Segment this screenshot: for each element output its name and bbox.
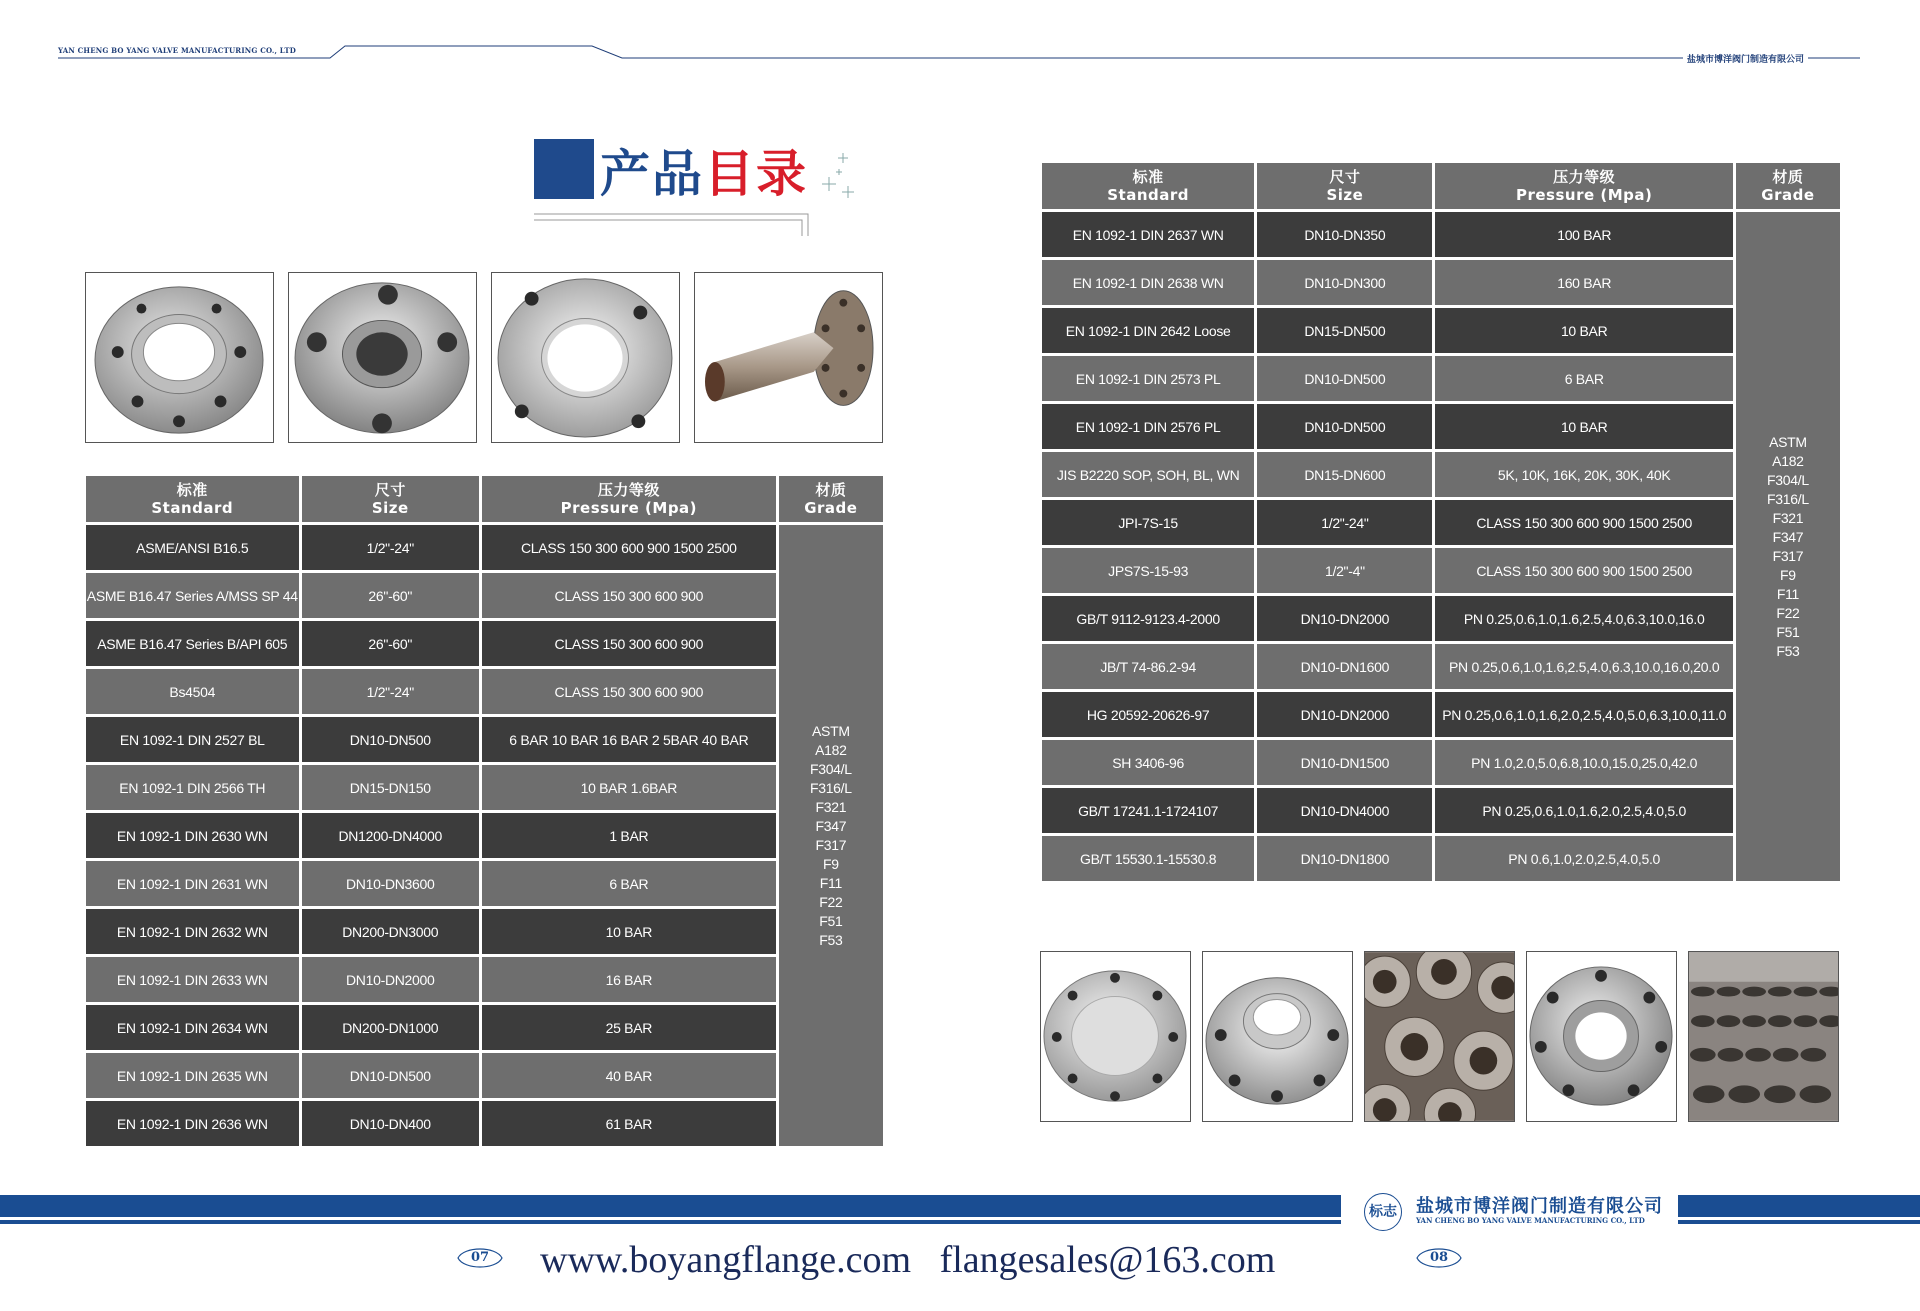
cell-size: DN10-DN500 xyxy=(1257,356,1432,401)
table-row xyxy=(1042,404,1840,449)
header-standard-en: Standard xyxy=(1107,186,1190,204)
cell-size: 1/2"-4" xyxy=(1257,548,1432,593)
cell-size: DN10-DN3600 xyxy=(302,861,479,906)
grade-item: ASTM xyxy=(812,722,850,739)
cell-size: DN10-DN2000 xyxy=(302,957,479,1002)
cell-size: DN1200-DN4000 xyxy=(302,813,479,858)
cell-standard: GB/T 9112-9123.4-2000 xyxy=(1042,596,1254,641)
table-row xyxy=(86,573,883,618)
threaded-flange-photo xyxy=(288,272,477,443)
header-size-cn: 尺寸 xyxy=(1329,168,1361,186)
grade-item: ASTM xyxy=(1769,433,1807,450)
cell-size: DN10-DN1600 xyxy=(1257,644,1432,689)
cell-standard: EN 1092-1 DIN 2631 WN xyxy=(86,861,299,906)
cell-pressure: 10 BAR xyxy=(482,909,776,954)
cell-standard: EN 1092-1 DIN 2638 WN xyxy=(1042,260,1254,305)
grade-item: F304/L xyxy=(809,760,852,777)
table-row xyxy=(86,1101,883,1146)
header-pressure-cn: 压力等级 xyxy=(597,481,660,499)
cell-standard: Bs4504 xyxy=(86,669,299,714)
cell-size: DN200-DN3000 xyxy=(302,909,479,954)
cell-pressure: 61 BAR xyxy=(482,1101,776,1146)
cell-pressure: 6 BAR 10 BAR 16 BAR 2 5BAR 40 BAR xyxy=(482,717,776,762)
grade-item: F321 xyxy=(1772,509,1804,526)
plate-flange-photo xyxy=(491,272,680,443)
page-left-label: 07 xyxy=(470,1250,490,1265)
table-row xyxy=(86,813,883,858)
grade-item: F9 xyxy=(1780,566,1796,583)
flanges-stack-photo xyxy=(1364,951,1515,1122)
cell-standard: EN 1092-1 DIN 2637 WN xyxy=(1042,212,1254,257)
header-grade xyxy=(1736,163,1840,209)
table-row xyxy=(1042,692,1840,737)
cell-pressure: 100 BAR xyxy=(1435,212,1732,257)
header-size-cn: 尺寸 xyxy=(374,481,406,499)
cell-size: 26"-60" xyxy=(302,573,479,618)
cell-standard: JB/T 74-86.2-94 xyxy=(1042,644,1254,689)
left-flange-table xyxy=(83,473,886,1149)
footer-company-en: YAN CHENG BO YANG VALVE MANUFACTURING CO., LTD xyxy=(1416,1216,1645,1225)
table-row xyxy=(1042,836,1840,881)
header-standard-cn: 标准 xyxy=(176,481,208,499)
header-pressure-cn: 压力等级 xyxy=(1553,168,1616,186)
header-standard-cn: 标准 xyxy=(1132,168,1164,186)
grade-item: F22 xyxy=(819,893,843,910)
cell-standard: EN 1092-1 DIN 2632 WN xyxy=(86,909,299,954)
header-grade-cn: 材质 xyxy=(815,481,847,499)
header-standard xyxy=(86,476,299,522)
cell-pressure: CLASS 150 300 600 900 xyxy=(482,621,776,666)
table-row xyxy=(86,525,883,570)
cell-standard: JIS B2220 SOP, SOH, BL, WN xyxy=(1042,452,1254,497)
header-company-cn: 盐城市博洋阀门制造有限公司 xyxy=(1683,52,1808,65)
table-row xyxy=(1042,740,1840,785)
footer-bar-right xyxy=(1678,1195,1920,1217)
header-size-en: Size xyxy=(1326,186,1364,204)
cell-standard: HG 20592-20626-97 xyxy=(1042,692,1254,737)
cell-size: DN15-DN150 xyxy=(302,765,479,810)
table-row xyxy=(86,765,883,810)
cell-pressure: 6 BAR xyxy=(482,861,776,906)
grade-item: F11 xyxy=(819,874,842,891)
footer-bar-right-thin xyxy=(1678,1220,1920,1224)
cell-standard: EN 1092-1 DIN 2576 PL xyxy=(1042,404,1254,449)
grade-item: F347 xyxy=(815,817,847,834)
cell-size: 26"-60" xyxy=(302,621,479,666)
cell-pressure: CLASS 150 300 600 900 1500 2500 xyxy=(1435,500,1732,545)
cell-pressure: PN 0.6,1.0,2.0,2.5,4.0,5.0 xyxy=(1435,836,1732,881)
cell-pressure: 6 BAR xyxy=(1435,356,1732,401)
cell-standard: EN 1092-1 DIN 2642 Loose xyxy=(1042,308,1254,353)
cell-pressure: 10 BAR xyxy=(1435,404,1732,449)
table-row xyxy=(86,957,883,1002)
cell-pressure: PN 0.25,0.6,1.0,1.6,2.0,2.5,4.0,5.0,6.3,10.0,11.0 xyxy=(1435,692,1732,737)
cell-size: DN10-DN350 xyxy=(1257,212,1432,257)
cell-standard: ASME B16.47 Series B/API 605 xyxy=(86,621,299,666)
cell-standard: GB/T 15530.1-15530.8 xyxy=(1042,836,1254,881)
cell-size: DN15-DN600 xyxy=(1257,452,1432,497)
cell-pressure: PN 1.0,2.0,5.0,6.8,10.0,15.0,25.0,42.0 xyxy=(1435,740,1732,785)
table-row xyxy=(1042,452,1840,497)
cell-standard: JPS7S-15-93 xyxy=(1042,548,1254,593)
table-row xyxy=(1042,260,1840,305)
cell-pressure: 40 BAR xyxy=(482,1053,776,1098)
cell-standard: JPI-7S-15 xyxy=(1042,500,1254,545)
cell-size: DN10-DN2000 xyxy=(1257,596,1432,641)
cell-size: DN10-DN400 xyxy=(302,1101,479,1146)
cell-pressure: 16 BAR xyxy=(482,957,776,1002)
cell-size: DN10-DN500 xyxy=(302,717,479,762)
cell-size: DN10-DN4000 xyxy=(1257,788,1432,833)
long-weld-neck-flange-photo xyxy=(694,272,883,443)
cell-standard: EN 1092-1 DIN 2634 WN xyxy=(86,1005,299,1050)
cell-size: 1/2"-24" xyxy=(302,525,479,570)
page-right-label: 08 xyxy=(1429,1250,1449,1265)
cell-pressure: 1 BAR xyxy=(482,813,776,858)
cell-size: DN200-DN1000 xyxy=(302,1005,479,1050)
table-row xyxy=(1042,596,1840,641)
header-grade-en: Grade xyxy=(804,499,858,517)
slip-on-flange-photo xyxy=(1526,951,1677,1122)
grade-cell xyxy=(779,525,883,1146)
grade-item: F347 xyxy=(1772,528,1804,545)
table-row xyxy=(86,861,883,906)
cell-size: DN10-DN2000 xyxy=(1257,692,1432,737)
grade-item: F316/L xyxy=(809,779,852,796)
cell-pressure: CLASS 150 300 600 900 1500 2500 xyxy=(1435,548,1732,593)
cell-standard: EN 1092-1 DIN 2566 TH xyxy=(86,765,299,810)
header-pressure xyxy=(1435,163,1732,209)
header-pressure-en: Pressure (Mpa) xyxy=(560,499,698,517)
cell-size: DN10-DN1800 xyxy=(1257,836,1432,881)
table-row xyxy=(1042,548,1840,593)
page-number-left xyxy=(460,1246,500,1270)
header-standard xyxy=(1042,163,1254,209)
table-row xyxy=(1042,644,1840,689)
title-decoration xyxy=(0,0,900,260)
grade-item: F321 xyxy=(815,798,847,815)
table-row xyxy=(86,669,883,714)
cell-size: DN10-DN1500 xyxy=(1257,740,1432,785)
blind-flange-photo xyxy=(1040,951,1191,1122)
table-row xyxy=(86,621,883,666)
cell-standard: GB/T 17241.1-1724107 xyxy=(1042,788,1254,833)
cell-pressure: 5K, 10K, 16K, 20K, 30K, 40K xyxy=(1435,452,1732,497)
grade-item: F51 xyxy=(819,912,843,929)
grade-item: F317 xyxy=(815,836,847,853)
grade-item: F304/L xyxy=(1767,471,1809,488)
cell-pressure: CLASS 150 300 600 900 xyxy=(482,573,776,618)
cell-pressure: 160 BAR xyxy=(1435,260,1732,305)
grade-item: F316/L xyxy=(1767,490,1809,507)
cell-size: DN15-DN500 xyxy=(1257,308,1432,353)
header-standard-en: Standard xyxy=(151,499,234,517)
header-pressure xyxy=(482,476,776,522)
cell-standard: EN 1092-1 DIN 2573 PL xyxy=(1042,356,1254,401)
table-row xyxy=(86,909,883,954)
table-row xyxy=(86,1005,883,1050)
table-row xyxy=(1042,356,1840,401)
grade-item: A182 xyxy=(815,741,847,758)
cell-pressure: 10 BAR xyxy=(1435,308,1732,353)
footer-bar xyxy=(0,1195,1341,1217)
grade-item: F22 xyxy=(1776,604,1800,621)
table-row xyxy=(1042,788,1840,833)
cell-size: DN10-DN500 xyxy=(302,1053,479,1098)
cell-pressure: PN 0.25,0.6,1.0,1.6,2.5,4.0,6.3,10.0,16.0 xyxy=(1435,596,1732,641)
page-number-right xyxy=(1419,1246,1459,1270)
cell-standard: SH 3406-96 xyxy=(1042,740,1254,785)
grade-item: A182 xyxy=(1772,452,1804,469)
cell-standard: ASME/ANSI B16.5 xyxy=(86,525,299,570)
weld-neck-flange-photo xyxy=(1202,951,1353,1122)
table-row xyxy=(1042,500,1840,545)
cell-standard: EN 1092-1 DIN 2636 WN xyxy=(86,1101,299,1146)
header-grade-en: Grade xyxy=(1761,186,1815,204)
cell-pressure: 25 BAR xyxy=(482,1005,776,1050)
weld-neck-flange-photo xyxy=(85,272,274,443)
footer-bar-thin xyxy=(0,1220,1341,1224)
right-flange-table xyxy=(1039,160,1843,884)
contact-line: www.boyangflange.com flangesales@163.com xyxy=(540,1239,1276,1281)
header-company-en: YAN CHENG BO YANG VALVE MANUFACTURING CO., LTD xyxy=(58,46,297,55)
grade-item: F317 xyxy=(1772,547,1804,564)
cell-size: DN10-DN300 xyxy=(1257,260,1432,305)
header-grade xyxy=(779,476,883,522)
grade-item: F51 xyxy=(1776,623,1800,640)
header-size xyxy=(1257,163,1432,209)
table-row xyxy=(1042,212,1840,257)
cell-size: 1/2"-24" xyxy=(302,669,479,714)
cell-size: DN10-DN500 xyxy=(1257,404,1432,449)
grade-cell xyxy=(1736,212,1840,881)
company-logo: 标志 xyxy=(1364,1193,1402,1231)
table-row xyxy=(86,717,883,762)
table-row xyxy=(1042,308,1840,353)
title-part-b: 目录 xyxy=(704,145,808,203)
cell-pressure: CLASS 150 300 600 900 1500 2500 xyxy=(482,525,776,570)
cell-standard: EN 1092-1 DIN 2633 WN xyxy=(86,957,299,1002)
header-grade-cn: 材质 xyxy=(1772,168,1804,186)
header-pressure-en: Pressure (Mpa) xyxy=(1515,186,1653,204)
grade-item: F11 xyxy=(1776,585,1800,602)
header-size xyxy=(302,476,479,522)
cell-standard: EN 1092-1 DIN 2630 WN xyxy=(86,813,299,858)
header-size-en: Size xyxy=(371,499,409,517)
table-row xyxy=(86,1053,883,1098)
cell-pressure: 10 BAR 1.6BAR xyxy=(482,765,776,810)
grade-item: F53 xyxy=(819,931,843,948)
footer-company-cn: 盐城市博洋阀门制造有限公司 xyxy=(1416,1196,1663,1217)
grade-item: F9 xyxy=(822,855,839,872)
grade-item: F53 xyxy=(1776,642,1800,659)
cell-size: 1/2"-24" xyxy=(1257,500,1432,545)
cell-pressure: PN 0.25,0.6,1.0,1.6,2.0,2.5,4.0,5.0 xyxy=(1435,788,1732,833)
warehouse-flanges-photo xyxy=(1688,951,1839,1122)
title-part-a: 产品 xyxy=(600,145,704,203)
cell-pressure: PN 0.25,0.6,1.0,1.6,2.5,4.0,6.3,10.0,16.0,20.0 xyxy=(1435,644,1732,689)
cell-standard: ASME B16.47 Series A/MSS SP 44 xyxy=(86,573,299,618)
cell-standard: EN 1092-1 DIN 2527 BL xyxy=(86,717,299,762)
cell-standard: EN 1092-1 DIN 2635 WN xyxy=(86,1053,299,1098)
cell-pressure: CLASS 150 300 600 900 xyxy=(482,669,776,714)
